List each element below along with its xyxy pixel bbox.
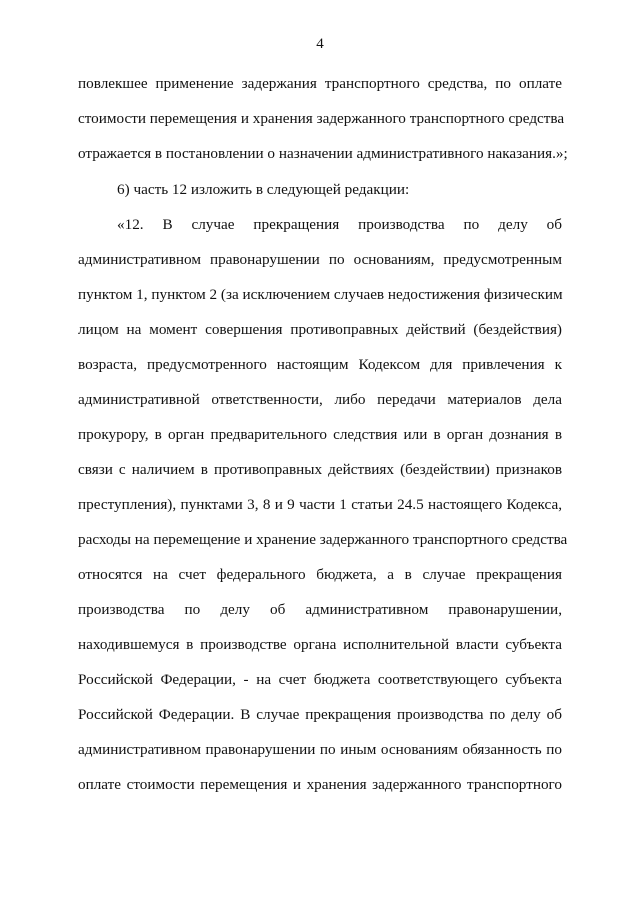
text-line: Российской Федерации. В случае прекращения производства по делу об xyxy=(78,706,562,723)
page-number: 4 xyxy=(316,36,324,52)
text-line: возраста, предусмотренного настоящим Кодексом для привлечения к xyxy=(78,356,562,373)
text-line: прокурору, в орган предварительного следствия или в орган дознания в xyxy=(78,426,562,443)
text-line: административной ответственности, либо передачи материалов дела xyxy=(78,391,562,408)
text-line: расходы на перемещение и хранение задержанного транспортного средства xyxy=(78,531,568,548)
text-line: «12. В случае прекращения производства по делу об xyxy=(117,216,562,233)
text-line: оплате стоимости перемещения и хранения задержанного транспортного xyxy=(78,776,562,793)
text-line: отражается в постановлении о назначении административного наказания.»; xyxy=(78,145,568,162)
text-line: производства по делу об административном правонарушении, xyxy=(78,601,562,618)
text-line: стоимости перемещения и хранения задержанного транспортного средства xyxy=(78,110,565,127)
text-line: связи с наличием в противоправных действиях (бездействии) признаков xyxy=(78,461,562,478)
text-line: административном правонарушении по основаниям, предусмотренным xyxy=(78,251,562,268)
text-line: повлекшее применение задержания транспортного средства, по оплате xyxy=(78,75,562,92)
text-line: находившемуся в производстве органа исполнительной власти субъекта xyxy=(78,636,562,653)
text-line: административном правонарушении по иным основаниям обязанность по xyxy=(78,741,562,758)
text-line: Российской Федерации, - на счет бюджета соответствующего субъекта xyxy=(78,671,562,688)
text-line: преступления), пунктами 3, 8 и 9 части 1 статьи 24.5 настоящего Кодекса, xyxy=(78,496,562,513)
text-line: пунктом 1, пунктом 2 (за исключением случаев недостижения физическим xyxy=(78,286,563,303)
text-line: относятся на счет федерального бюджета, а в случае прекращения xyxy=(78,566,562,583)
text-line: 6) часть 12 изложить в следующей редакции: xyxy=(117,181,410,198)
text-line: лицом на момент совершения противоправных действий (бездействия) xyxy=(78,321,562,338)
